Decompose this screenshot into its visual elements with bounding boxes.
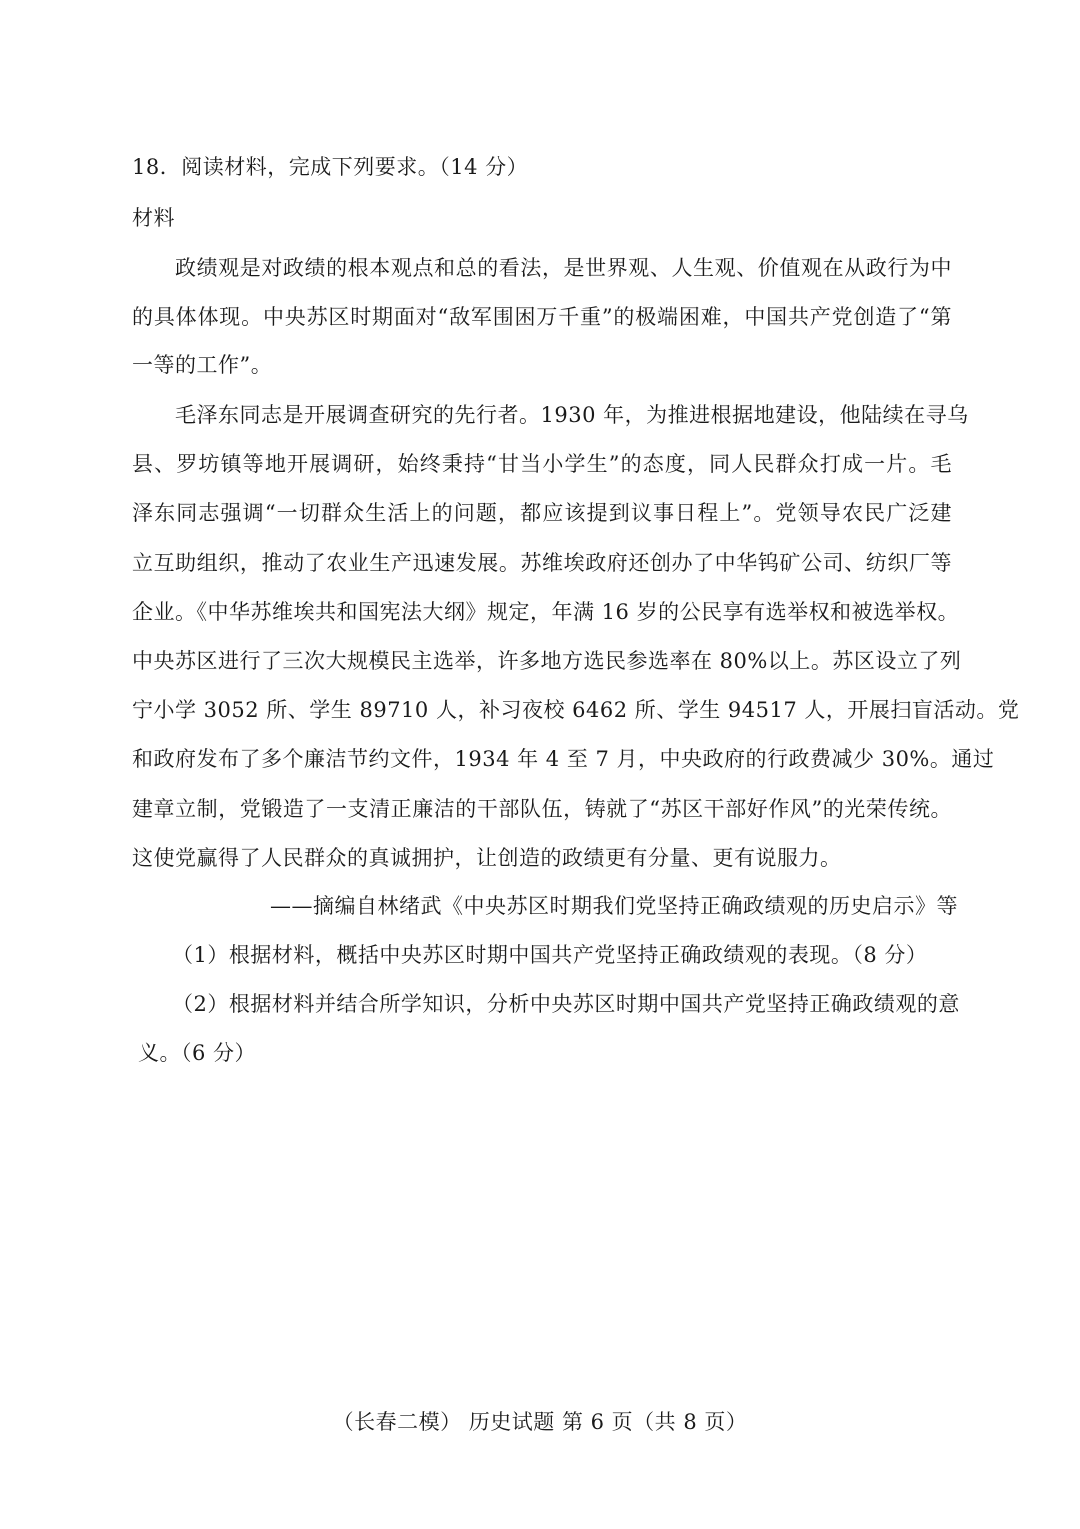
material-label: 材料: [132, 206, 175, 230]
sub-question-1: （1）根据材料，概括中央苏区时期中国共产党坚持正确政绩观的表现。（8 分）: [172, 943, 928, 967]
sub-question-2-line1: （2）根据材料并结合所学知识，分析中央苏区时期中国共产党坚持正确政绩观的意: [172, 992, 960, 1016]
paragraph2-line1: 毛泽东同志是开展调查研究的先行者。1930 年，为推进根据地建设，他陆续在寻乌: [175, 403, 969, 427]
paragraph2-line3: 泽东同志强调“一切群众生活上的问题，都应该提到议事日程上”。党领导农民广泛建: [132, 501, 952, 525]
paragraph2-line8: 和政府发布了多个廉洁节约文件，1934 年 4 至 7 月，中央政府的行政费减少 30%。通过: [132, 747, 995, 771]
paragraph2-line9: 建章立制，党锻造了一支清正廉洁的干部队伍，铸就了“苏区干部好作风”的光荣传统。: [132, 797, 952, 821]
material-source: ——摘编自林绪武《中央苏区时期我们党坚持正确政绩观的历史启示》等: [270, 894, 958, 918]
question-title: 18．阅读材料，完成下列要求。（14 分）: [132, 155, 529, 179]
paragraph1-line2: 的具体体现。中央苏区时期面对“敌军围困万千重”的极端困难，中国共产党创造了“第: [132, 305, 952, 329]
page-footer: （长春二模） 历史试题 第 6 页（共 8 页）: [332, 1410, 748, 1434]
sub-question-2-line2: 义。（6 分）: [138, 1041, 257, 1065]
paragraph2-line10: 这使党赢得了人民群众的真诚拥护，让创造的政绩更有分量、更有说服力。: [132, 846, 842, 870]
paragraph2-line5: 企业。《中华苏维埃共和国宪法大纲》规定，年满 16 岁的公民享有选举权和被选举权。: [132, 600, 960, 624]
paragraph2-line4: 立互助组织，推动了农业生产迅速发展。苏维埃政府还创办了中华钨矿公司、纺织厂等: [132, 551, 952, 575]
paragraph2-line2: 县、罗坊镇等地开展调研，始终秉持“甘当小学生”的态度，同人民群众打成一片。毛: [132, 452, 952, 476]
paragraph2-line7: 宁小学 3052 所、学生 89710 人，补习夜校 6462 所、学生 94517 人，开展扫盲活动。党: [132, 698, 1020, 722]
paragraph1-line3: 一等的工作”。: [132, 353, 273, 377]
paragraph1-line1: 政绩观是对政绩的根本观点和总的看法，是世界观、人生观、价值观在从政行为中: [175, 256, 952, 280]
paragraph2-line6: 中央苏区进行了三次大规模民主选举，许多地方选民参选率在 80%以上。苏区设立了列: [132, 649, 962, 673]
